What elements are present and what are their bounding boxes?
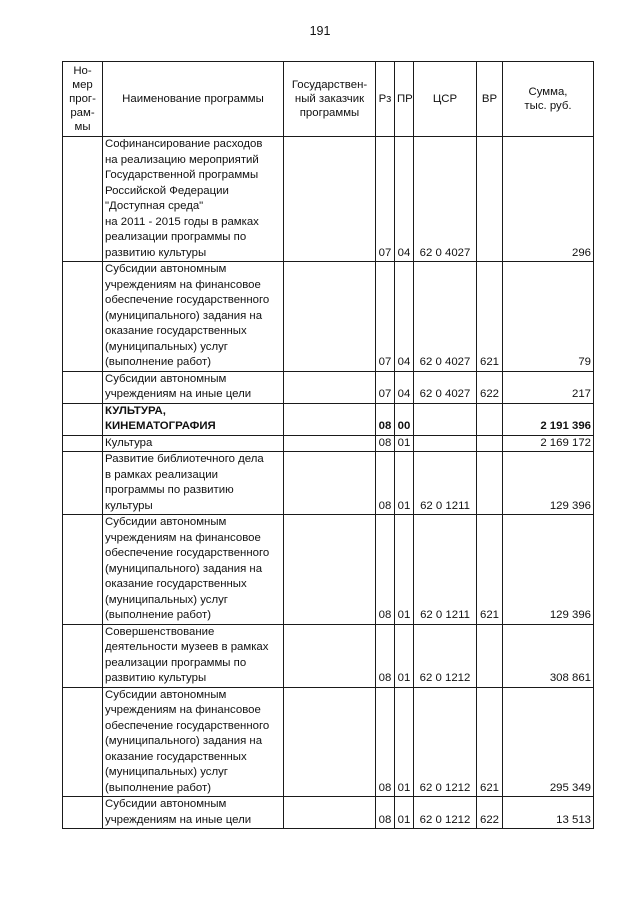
table-row [63, 687, 594, 797]
cell-csr: 62 0 1211 [414, 452, 477, 515]
cell-pr: 01 [395, 797, 414, 829]
cell-pr: 00 [395, 403, 414, 435]
page-number: 191 [309, 24, 331, 38]
cell-state-customer [284, 797, 376, 829]
cell-pr: 01 [395, 687, 414, 797]
cell-program-number [63, 687, 103, 797]
cell-vr [477, 403, 503, 435]
cell-csr [414, 403, 477, 435]
table-row [63, 137, 594, 262]
cell-program-name: Субсидии автономным учреждениям на финансовое обеспечение государственного (муниципального) задания на оказание государственных (муниципальных) услуг (выполнение работ) [103, 262, 284, 372]
cell-vr: 621 [477, 262, 503, 372]
cell-sum: 129 396 [503, 515, 594, 625]
cell-sum: 308 861 [503, 624, 594, 687]
cell-rz: 08 [376, 687, 395, 797]
cell-vr [477, 435, 503, 452]
cell-program-number [63, 624, 103, 687]
cell-vr: 622 [477, 797, 503, 829]
cell-program-name: Субсидии автономным учреждениям на иные цели [103, 797, 284, 829]
cell-vr [477, 137, 503, 262]
cell-csr [414, 435, 477, 452]
cell-pr: 04 [395, 137, 414, 262]
cell-state-customer [284, 262, 376, 372]
cell-program-name: Развитие библиотечного дела в рамках реализации программы по развитию культуры [103, 452, 284, 515]
cell-rz: 08 [376, 515, 395, 625]
cell-vr: 621 [477, 515, 503, 625]
table-row [63, 624, 594, 687]
cell-program-name: Софинансирование расходов на реализацию мероприятий Государственной программы Российской Федерации "Доступная среда" на 2011 - 2015 годы в рамках реализации программы по развитию культуры [103, 137, 284, 262]
table-row [63, 371, 594, 403]
cell-sum: 13 513 [503, 797, 594, 829]
cell-state-customer [284, 403, 376, 435]
cell-program-name: КУЛЬТУРА, КИНЕМАТОГРАФИЯ [103, 403, 284, 435]
cell-csr: 62 0 1212 [414, 624, 477, 687]
cell-csr: 62 0 1212 [414, 797, 477, 829]
cell-rz: 08 [376, 797, 395, 829]
cell-pr: 04 [395, 262, 414, 372]
cell-program-number [63, 797, 103, 829]
cell-program-name: Субсидии автономным учреждениям на финансовое обеспечение государственного (муниципального) задания на оказание государственных (муниципальных) услуг (выполнение работ) [103, 515, 284, 625]
cell-rz: 07 [376, 137, 395, 262]
cell-sum: 129 396 [503, 452, 594, 515]
cell-pr: 01 [395, 515, 414, 625]
cell-pr: 01 [395, 435, 414, 452]
cell-csr: 62 0 4027 [414, 371, 477, 403]
cell-program-number [63, 371, 103, 403]
cell-sum: 295 349 [503, 687, 594, 797]
cell-program-name: Субсидии автономным учреждениям на финансовое обеспечение государственного (муниципального) задания на оказание государственных (муниципальных) услуг (выполнение работ) [103, 687, 284, 797]
cell-program-number [63, 435, 103, 452]
cell-program-name: Совершенствование деятельности музеев в рамках реализации программы по развитию культуры [103, 624, 284, 687]
table-row-section-total [63, 403, 594, 435]
cell-csr: 62 0 4027 [414, 137, 477, 262]
cell-csr: 62 0 1211 [414, 515, 477, 625]
cell-csr: 62 0 1212 [414, 687, 477, 797]
cell-program-number [63, 403, 103, 435]
cell-vr: 621 [477, 687, 503, 797]
cell-vr: 622 [477, 371, 503, 403]
budget-table [62, 61, 594, 829]
cell-rz: 07 [376, 371, 395, 403]
cell-state-customer [284, 137, 376, 262]
cell-program-number [63, 452, 103, 515]
table-row [63, 515, 594, 625]
table-row [63, 262, 594, 372]
cell-sum: 217 [503, 371, 594, 403]
cell-state-customer [284, 687, 376, 797]
cell-program-name: Субсидии автономным учреждениям на иные цели [103, 371, 284, 403]
cell-pr: 04 [395, 371, 414, 403]
table-row [63, 452, 594, 515]
cell-sum: 79 [503, 262, 594, 372]
cell-sum: 2 169 172 [503, 435, 594, 452]
header-vr: ВР [477, 62, 503, 137]
header-sum: Сумма, тыс. руб. [503, 62, 594, 137]
table-header-row [63, 62, 594, 137]
cell-rz: 08 [376, 452, 395, 515]
cell-state-customer [284, 515, 376, 625]
header-pr: ПР [395, 62, 414, 137]
header-program-number: Но- мер прог- рам- мы [63, 62, 103, 137]
cell-pr: 01 [395, 452, 414, 515]
cell-rz: 08 [376, 403, 395, 435]
header-csr: ЦСР [414, 62, 477, 137]
cell-program-number [63, 262, 103, 372]
cell-program-number [63, 137, 103, 262]
cell-program-number [63, 515, 103, 625]
cell-vr [477, 624, 503, 687]
cell-vr [477, 452, 503, 515]
header-rz: Рз [376, 62, 395, 137]
cell-state-customer [284, 371, 376, 403]
cell-sum: 2 191 396 [503, 403, 594, 435]
cell-pr: 01 [395, 624, 414, 687]
cell-program-name: Культура [103, 435, 284, 452]
cell-rz: 08 [376, 435, 395, 452]
cell-state-customer [284, 624, 376, 687]
header-program-name: Наименование программы [103, 62, 284, 137]
table-row [63, 797, 594, 829]
cell-state-customer [284, 452, 376, 515]
cell-rz: 08 [376, 624, 395, 687]
cell-sum: 296 [503, 137, 594, 262]
cell-rz: 07 [376, 262, 395, 372]
table-row [63, 435, 594, 452]
cell-csr: 62 0 4027 [414, 262, 477, 372]
cell-state-customer [284, 435, 376, 452]
header-state-customer: Государствен- ный заказчик программы [284, 62, 376, 137]
